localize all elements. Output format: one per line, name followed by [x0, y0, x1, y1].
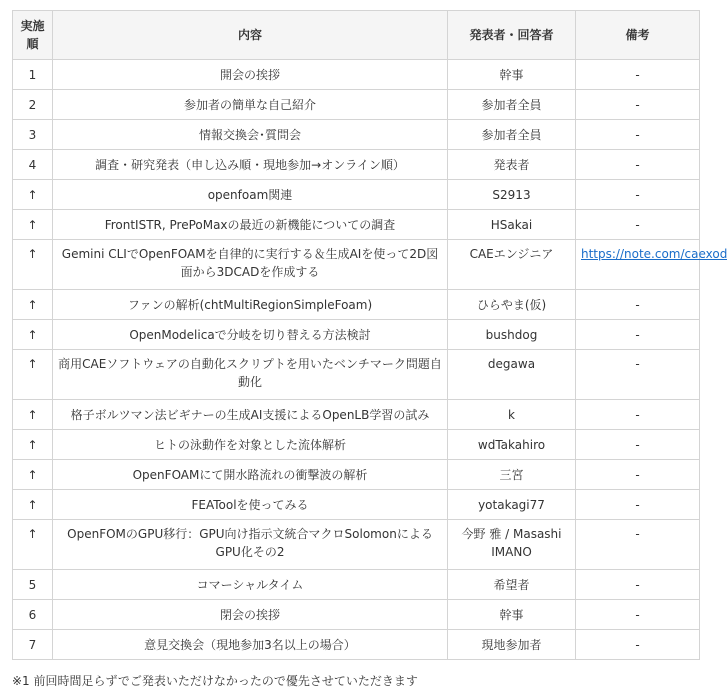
row-presenter: k	[448, 400, 576, 430]
row-no: ↑	[13, 320, 53, 350]
row-presenter: ひらやま(仮)	[448, 290, 576, 320]
row-content: FEAToolを使ってみる	[53, 490, 448, 520]
row-presenter: HSakai	[448, 210, 576, 240]
row-notes: -	[576, 350, 700, 400]
agenda-table	[12, 10, 727, 660]
row-content: 閉会の挨拶	[53, 600, 448, 630]
row-no: 6	[13, 600, 53, 630]
row-no: 7	[13, 630, 53, 660]
table-row	[13, 460, 700, 490]
row-presenter: degawa	[448, 350, 576, 400]
table-row	[13, 600, 700, 630]
header-content: 内容	[53, 11, 448, 60]
row-notes: -	[576, 60, 700, 90]
row-notes: -	[576, 90, 700, 120]
note-link[interactable]: https://note.com/caexod	[581, 247, 727, 261]
row-no: 1	[13, 60, 53, 90]
table-row	[13, 180, 700, 210]
row-presenter: 幹事	[448, 60, 576, 90]
row-presenter: 今野 雅 / Masashi IMANO	[448, 520, 576, 570]
row-no: ↑	[13, 350, 53, 400]
header-presenter: 発表者・回答者	[448, 11, 576, 60]
table-row	[13, 210, 700, 240]
row-notes: -	[576, 430, 700, 460]
row-notes: -	[576, 520, 700, 570]
header-row	[13, 11, 700, 60]
row-presenter: 参加者全員	[448, 120, 576, 150]
table-row	[13, 60, 700, 90]
row-notes: -	[576, 210, 700, 240]
row-content: 格子ボルツマン法ビギナーの生成AI支援によるOpenLB学習の試み	[53, 400, 448, 430]
row-content: 商用CAEソフトウェアの自動化スクリプトを用いたベンチマーク問題自動化	[53, 350, 448, 400]
row-notes: -	[576, 180, 700, 210]
row-notes: -	[576, 150, 700, 180]
row-presenter: yotakagi77	[448, 490, 576, 520]
table-row	[13, 400, 700, 430]
table-row	[13, 430, 700, 460]
row-notes: -	[576, 290, 700, 320]
table-row	[13, 240, 700, 290]
row-presenter: bushdog	[448, 320, 576, 350]
row-no: ↑	[13, 240, 53, 290]
row-no: 2	[13, 90, 53, 120]
header-notes: 備考	[576, 11, 700, 60]
row-no: ↑	[13, 400, 53, 430]
row-content: OpenModelicaで分岐を切り替える方法検討	[53, 320, 448, 350]
row-content: 開会の挨拶	[53, 60, 448, 90]
row-notes: -	[576, 630, 700, 660]
row-content: 参加者の簡単な自己紹介	[53, 90, 448, 120]
row-notes: -	[576, 400, 700, 430]
table-row	[13, 150, 700, 180]
table-row	[13, 630, 700, 660]
footnote: ※1 前回時間足らずでご発表いただけなかったので優先させていただきます	[12, 674, 418, 688]
row-no: ↑	[13, 290, 53, 320]
row-no: 5	[13, 570, 53, 600]
row-content: ヒトの泳動作を対象とした流体解析	[53, 430, 448, 460]
row-presenter: CAEエンジニア	[448, 240, 576, 290]
row-presenter: 現地参加者	[448, 630, 576, 660]
row-no: ↑	[13, 460, 53, 490]
row-presenter: wdTakahiro	[448, 430, 576, 460]
row-no: ↑	[13, 430, 53, 460]
row-notes: -	[576, 490, 700, 520]
row-content: OpenFOMのGPU移行：GPU向け指示文統合マクロSolomonによるGPU化その2	[53, 520, 448, 570]
row-notes	[576, 240, 727, 290]
row-notes: -	[576, 320, 700, 350]
row-content: 情報交換会･質問会	[53, 120, 448, 150]
row-notes: -	[576, 120, 700, 150]
table-row	[13, 490, 700, 520]
table-row	[13, 350, 700, 400]
table-row	[13, 570, 700, 600]
row-presenter: 参加者全員	[448, 90, 576, 120]
row-presenter: 幹事	[448, 600, 576, 630]
row-presenter: 希望者	[448, 570, 576, 600]
row-content: openfoam関連	[53, 180, 448, 210]
row-presenter: 三宮	[448, 460, 576, 490]
row-no: ↑	[13, 180, 53, 210]
row-content: OpenFOAMにて開水路流れの衝撃波の解析	[53, 460, 448, 490]
row-presenter: 発表者	[448, 150, 576, 180]
row-notes: -	[576, 570, 700, 600]
table-row	[13, 520, 700, 570]
row-notes: -	[576, 460, 700, 490]
row-no: ↑	[13, 490, 53, 520]
row-content: コマーシャルタイム	[53, 570, 448, 600]
row-content: ファンの解析(chtMultiRegionSimpleFoam)	[53, 290, 448, 320]
row-no: ↑	[13, 520, 53, 570]
row-no: 4	[13, 150, 53, 180]
table-row	[13, 90, 700, 120]
row-content: 意見交換会（現地参加3名以上の場合）	[53, 630, 448, 660]
table-row	[13, 290, 700, 320]
row-no: 3	[13, 120, 53, 150]
row-presenter: S2913	[448, 180, 576, 210]
row-content: 調査・研究発表（申し込み順・現地参加→オンライン順）	[53, 150, 448, 180]
row-content: Gemini CLIでOpenFOAMを自律的に実行する＆生成AIを使って2D図面から3DCADを作成する	[53, 240, 448, 290]
table-row	[13, 120, 700, 150]
row-content: FrontISTR, PrePoMaxの最近の新機能についての調査	[53, 210, 448, 240]
table-row	[13, 320, 700, 350]
header-no: 実施順	[13, 11, 53, 60]
row-no: ↑	[13, 210, 53, 240]
row-notes: -	[576, 600, 700, 630]
